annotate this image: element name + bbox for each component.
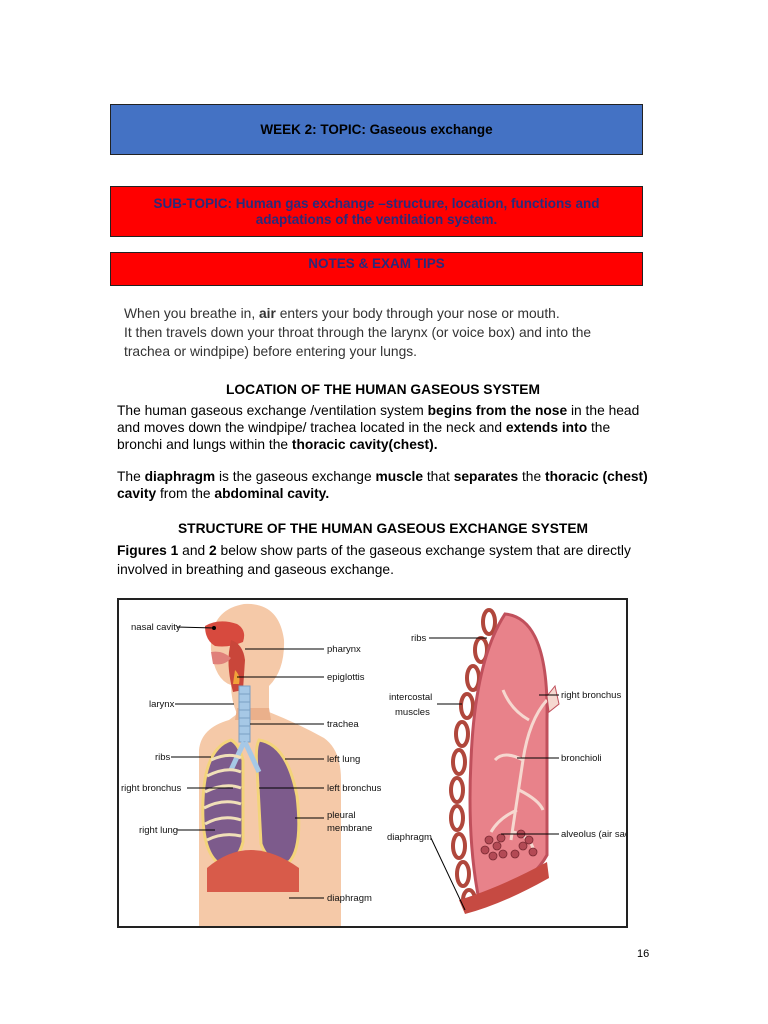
label-fig2-ribs: ribs — [411, 633, 427, 644]
label-right-bronchus: right bronchus — [121, 783, 182, 794]
intro-text: enters your body through your nose or mouth. — [275, 306, 560, 321]
text-run: the — [518, 469, 545, 484]
location-paragraph-2 — [117, 468, 649, 502]
bold-run: abdominal cavity. — [214, 486, 330, 501]
topic-banner — [110, 104, 643, 155]
label-bronchioli: bronchioli — [561, 753, 602, 764]
bold-run: thoracic cavity(chest). — [291, 437, 438, 452]
label-muscles: muscles — [395, 707, 430, 718]
text-run: that — [423, 469, 454, 484]
text-run: in the head and moves down the windpipe/ trachea located in the neck and — [117, 403, 640, 435]
label-trachea: trachea — [327, 719, 359, 730]
abdomen-shape — [203, 892, 339, 926]
nasal-cavity-shape — [205, 621, 244, 646]
label-intercostal: intercostal — [389, 692, 433, 703]
label-fig2-diaphragm: diaphragm — [387, 832, 432, 843]
bold-run: thoracic (chest) cavity — [117, 469, 648, 501]
subtopic-line-2: adaptations of the ventilation system. — [255, 211, 498, 227]
intro-bold-air: air — [259, 306, 276, 321]
label-alveolus: alveolus (air sac) — [561, 829, 626, 840]
label-larynx: larynx — [149, 699, 175, 710]
text-run: and — [178, 543, 210, 558]
bold-run: Figures 1 — [117, 543, 179, 558]
label-nasal-cavity: nasal cavity — [131, 622, 181, 633]
label-diaphragm: diaphragm — [327, 893, 372, 904]
label-fig2-right-bronchus: right bronchus — [561, 690, 622, 701]
text-run: The human gaseous exchange /ventilation system — [117, 403, 428, 418]
page-number: 16 — [637, 948, 650, 960]
label-pleural: pleural — [327, 810, 356, 821]
text-run: is the gaseous exchange — [215, 469, 376, 484]
notes-banner — [110, 252, 643, 286]
bold-run: muscle — [375, 469, 424, 484]
label-membrane: membrane — [327, 823, 373, 834]
text-run: the bronchi and lungs within the — [117, 420, 611, 452]
text-run: from the — [156, 486, 215, 501]
figure-1-torso — [121, 604, 382, 926]
gas-exchange-figure — [119, 600, 626, 926]
text-run: below show parts of the gaseous exchange system that are directly involved in breathing and gaseous exchange. — [117, 543, 631, 577]
bronchus-stem — [547, 686, 559, 712]
intro-text: When you breathe in, — [124, 306, 259, 321]
topic-title: WEEK 2: TOPIC: Gaseous exchange — [260, 121, 493, 137]
notes-title: NOTES & EXAM TIPS — [308, 256, 445, 271]
figure-frame — [117, 598, 628, 928]
structure-heading: STRUCTURE OF THE HUMAN GASEOUS EXCHANGE SYSTEM — [177, 521, 589, 536]
label-left-lung: left lung — [327, 754, 361, 765]
structure-paragraph — [117, 541, 649, 579]
bold-run: extends into — [505, 420, 588, 435]
bold-run: separates — [453, 469, 519, 484]
intro-line-1 — [124, 304, 644, 323]
subtopic-banner — [110, 186, 643, 237]
bold-run: 2 — [209, 543, 217, 558]
label-ribs: ribs — [155, 752, 171, 763]
intro-line-3: trachea or windpipe) before entering your lungs. — [124, 344, 417, 359]
intro-paragraph — [124, 304, 644, 361]
label-pharynx: pharynx — [327, 644, 361, 655]
location-paragraph-1 — [117, 402, 649, 453]
text-run: The — [117, 469, 145, 484]
label-right-lung: right lung — [139, 825, 179, 836]
location-heading: LOCATION OF THE HUMAN GASEOUS SYSTEM — [225, 382, 540, 397]
intro-line-2: It then travels down your throat through the larynx (or voice box) and into the — [124, 325, 592, 340]
bold-run: begins from the nose — [427, 403, 568, 418]
lung-section-shape — [470, 614, 547, 900]
label-left-bronchus: left bronchus — [327, 783, 382, 794]
bold-run: diaphragm — [144, 469, 216, 484]
subtopic-line-1: SUB-TOPIC: Human gas exchange –structure, location, functions and — [153, 195, 600, 211]
label-epiglottis: epiglottis — [327, 672, 365, 683]
figure-2-lung — [387, 610, 626, 914]
